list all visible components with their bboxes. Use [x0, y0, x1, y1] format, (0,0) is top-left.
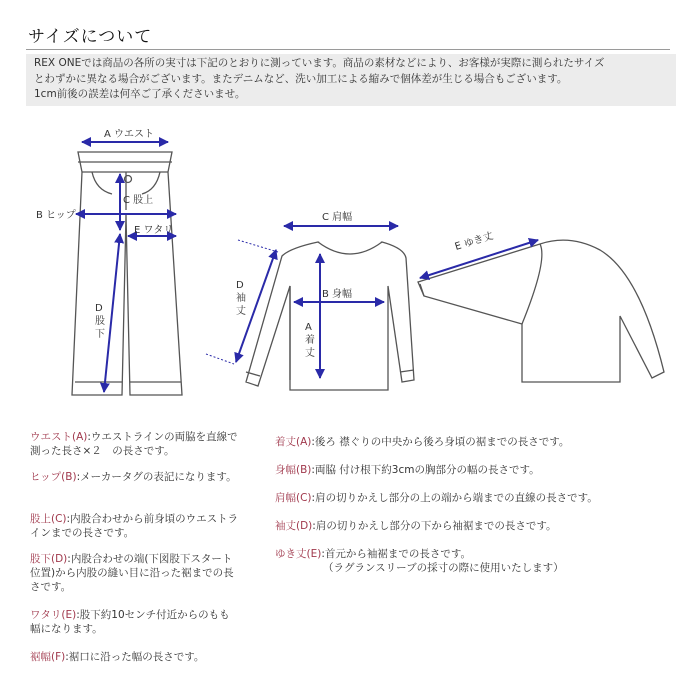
text-yuki: :首元から袖裾までの長さです。: [321, 548, 472, 560]
label-yuki: E ゆき丈: [453, 230, 495, 253]
note-yuki: （ラグランスリーブの採寸の際に使用いたします）: [323, 562, 564, 574]
desc-hem: [30, 650, 240, 664]
desc-hip: [30, 470, 240, 484]
label-length-2: 着: [305, 335, 315, 346]
size-notice: [26, 54, 676, 106]
desc-yuki: [275, 547, 675, 575]
term-chest: 身幅(B): [275, 464, 312, 476]
text-waist: :ウエストラインの両脇を直線で測った長さ×２ の長さです。: [30, 431, 238, 457]
label-length-3: 丈: [305, 348, 315, 359]
term-sleeve: 袖丈(D): [275, 520, 313, 532]
desc-thigh: [30, 608, 240, 636]
notice-line-2: とわずかに異なる場合がございます。またデニムなど、洗い加工による縮みで個体差が生じる場合もございます。: [34, 72, 568, 85]
desc-inseam: [30, 552, 240, 594]
label-sleeve-3: 丈: [236, 306, 246, 317]
raglan-illustration: [418, 240, 664, 382]
desc-length: [275, 435, 675, 449]
desc-waist: [30, 430, 240, 458]
title-divider: [26, 49, 670, 50]
text-length: :後ろ 襟ぐりの中央から後ろ身頃の裾までの長さです。: [311, 436, 570, 448]
text-hip: :メーカータグの表記になります。: [76, 471, 237, 483]
sleeve-guide: [238, 240, 278, 252]
desc-rise: [30, 512, 240, 540]
term-waist: ウエスト(A): [30, 431, 88, 443]
text-hem: :裾口に沿った幅の長さです。: [65, 651, 205, 663]
desc-chest: [275, 463, 675, 477]
label-length-1: A: [305, 322, 312, 333]
notice-line-1: REX ONEでは商品の各所の実寸は下記のとおりに測っています。商品の素材などにより、お客様が実際に測られたサイズ: [34, 57, 605, 69]
term-hip: ヒップ(B): [30, 471, 77, 483]
term-length: 着丈(A): [275, 436, 312, 448]
label-sleeve-2: 袖: [236, 293, 246, 304]
text-thigh: :股下約10センチ付近からのもも幅になります。: [30, 609, 230, 635]
text-inseam: :内股合わせの端(下図股下スタート位置)から内股の縫い目に沿った裾までの長さです。: [30, 553, 234, 593]
notice-line-3: 1cm前後の誤差は何卒ご了承くださいませ。: [34, 88, 246, 100]
label-chest: B 身幅: [322, 289, 353, 300]
term-inseam: 股下(D): [30, 553, 68, 565]
label-inseam-3: 下: [95, 329, 105, 340]
text-sleeve: :肩の切りかえし部分の下から袖裾までの長さです。: [312, 520, 557, 532]
text-chest: :両脇 付け根下約3cmの胸部分の幅の長さです。: [311, 464, 540, 476]
label-sleeve-1: D: [236, 280, 244, 291]
label-inseam-1: D: [95, 303, 103, 314]
term-hem: 裾幅(F): [30, 651, 66, 663]
desc-sleeve: [275, 519, 675, 533]
label-thigh: E ワタリ: [134, 225, 174, 236]
label-shoulder: C 肩幅: [322, 212, 353, 223]
page-title: サイズについて: [28, 27, 153, 47]
sleeve-guide-2: [206, 354, 234, 364]
term-yuki: ゆき丈(E): [275, 548, 322, 560]
term-thigh: ワタリ(E): [30, 609, 77, 621]
text-shoulder: :肩の切りかえし部分の上の端から端までの直線の長さです。: [311, 492, 598, 504]
term-rise: 股上(C): [30, 513, 67, 525]
desc-shoulder: [275, 491, 675, 505]
term-shoulder: 肩幅(C): [275, 492, 312, 504]
label-inseam-2: 股: [95, 316, 105, 327]
pants-illustration: [72, 152, 182, 395]
label-hip: B ヒップ: [36, 210, 76, 221]
label-waist: A ウエスト: [104, 129, 155, 140]
measurement-diagram: [0, 110, 690, 410]
text-rise: :内股合わせから前身頃のウエストラインまでの長さです。: [30, 513, 239, 539]
label-rise: C 股上: [123, 195, 154, 206]
